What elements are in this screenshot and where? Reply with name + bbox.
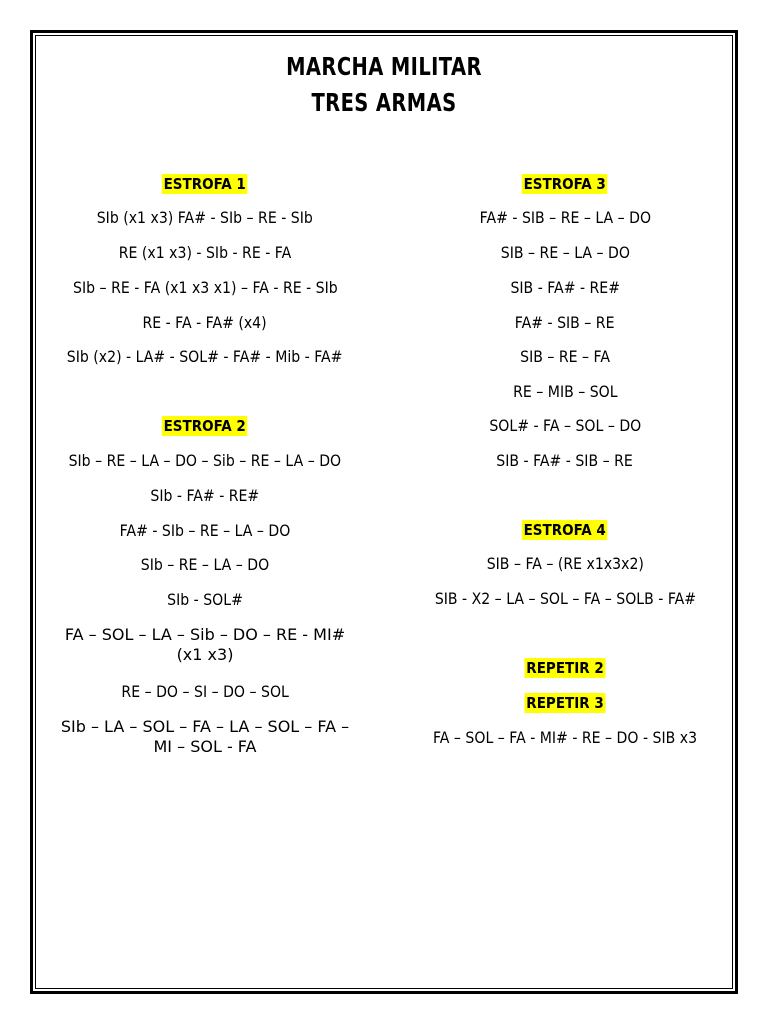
- estrofa-2-line: SIb – LA – SOL – FA – LA – SOL – FA – MI – SOL - FA: [60, 717, 350, 756]
- estrofa-2-line: FA – SOL – LA – Sib – DO – RE - MI# (x1 x3): [64, 625, 346, 664]
- final-line: FA – SOL – FA - MI# - RE – DO - SIB x3: [432, 728, 698, 747]
- estrofa-1-line: RE - FA - FA# (x4): [142, 313, 268, 332]
- estrofa-4-line: SIB – FA – (RE x1x3x2): [486, 554, 644, 573]
- estrofa-2-line: SIb - FA# - RE#: [150, 486, 260, 505]
- estrofa-4-heading: ESTROFA 4: [523, 521, 607, 539]
- estrofa-3-line: FA# - SIB – RE: [515, 313, 615, 332]
- estrofa-2-line: SIb – RE – LA – DO: [140, 555, 270, 574]
- estrofa-1-line: SIb (x2) - LA# - SOL# - FA# - Mib - FA#: [67, 347, 343, 366]
- estrofa-1-line: SIb – RE - FA (x1 x3 x1) – FA - RE - SIb: [72, 278, 338, 297]
- estrofa-1-line: SIb (x1 x3) FA# - SIb – RE - SIb: [96, 208, 314, 227]
- estrofa-4-line: SIB - X2 – LA – SOL – FA – SOLB - FA#: [434, 589, 696, 608]
- repetir-3-heading: REPETIR 3: [526, 694, 604, 712]
- estrofa-3-line: SIB - FA# - SIB – RE: [496, 451, 634, 470]
- estrofa-2-heading: ESTROFA 2: [163, 417, 247, 435]
- title-line-2: TRES ARMAS: [311, 88, 457, 117]
- estrofa-2-line: FA# - SIb – RE – LA – DO: [119, 521, 291, 540]
- estrofa-3-line: FA# - SIB – RE – LA – DO: [479, 208, 651, 227]
- estrofa-3-line: RE – MIB – SOL: [512, 382, 618, 401]
- estrofa-2-line: SIb – RE – LA – DO – Sib – RE – LA – DO: [68, 451, 342, 470]
- estrofa-3-heading: ESTROFA 3: [523, 175, 607, 193]
- estrofa-3-line: SIB - FA# - RE#: [510, 278, 620, 297]
- estrofa-3-line: SOL# - FA – SOL – DO: [489, 416, 641, 435]
- estrofa-3-line: SIB – RE – LA – DO: [500, 243, 630, 262]
- repetir-2-heading: REPETIR 2: [526, 659, 604, 677]
- estrofa-2-line: RE – DO – SI – DO – SOL: [121, 682, 289, 701]
- estrofa-1-line: RE (x1 x3) - SIb - RE - FA: [118, 243, 292, 262]
- estrofa-2-line: SIb - SOL#: [167, 590, 243, 609]
- estrofa-3-line: SIB – RE – FA: [520, 347, 610, 366]
- estrofa-1-heading: ESTROFA 1: [163, 175, 247, 193]
- title-line-1: MARCHA MILITAR: [286, 52, 482, 81]
